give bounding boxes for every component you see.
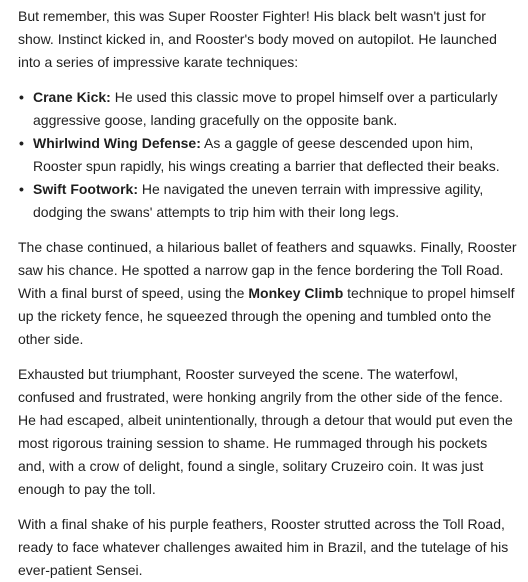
bullet-icon: • bbox=[19, 89, 24, 105]
chase-text-before: The chase continued, a hilarious ballet of feathers and squawks. Finally, Rooster saw his chance. He spotted a narrow gap in the fence bordering the Toll Road. With a final burst of speed, using the bbox=[18, 239, 517, 301]
list-item bbox=[19, 132, 518, 178]
technique-description: He navigated the uneven terrain with impressive agility, dodging the swans' attempts to trip him with their long legs. bbox=[33, 181, 484, 220]
bullet-icon: • bbox=[19, 135, 24, 151]
technique-name: Crane Kick: bbox=[33, 89, 111, 105]
paragraph-ending: With a final shake of his purple feathers, Rooster strutted across the Toll Road, ready to face whatever challenges awaited him in Brazil, and the tutelage of his ever-patient Sensei. bbox=[18, 516, 509, 578]
technique-name: Whirlwind Wing Defense: bbox=[33, 135, 201, 151]
chase-text-after: technique to propel himself up the rickety fence, he squeezed through the opening and tumbled onto the other side. bbox=[18, 285, 515, 347]
technique-list bbox=[18, 86, 518, 224]
technique-name: Swift Footwork: bbox=[33, 181, 138, 197]
bullet-icon: • bbox=[19, 181, 24, 197]
list-item bbox=[19, 178, 518, 224]
paragraph-chase bbox=[18, 236, 518, 351]
paragraph-intro: But remember, this was Super Rooster Fighter! His black belt wasn't just for show. Instinct kicked in, and Rooster's body moved on autopilot. He launched into a series of impressive karate techniques: bbox=[18, 8, 497, 70]
paragraph-escape: Exhausted but triumphant, Rooster surveyed the scene. The waterfowl, confused and frustrated, were honking angrily from the other side of the fence. He had escaped, albeit unintentionally, through a detour that would put even the most rigorous training session to shame. He rummaged through his pockets and, with a crow of delight, found a single, solitary Cruzeiro coin. It was just enough to pay the toll. bbox=[18, 366, 513, 497]
monkey-climb-term: Monkey Climb bbox=[248, 285, 344, 301]
technique-description: As a gaggle of geese descended upon him, Rooster spun rapidly, his wings creating a barrier that deflected their beaks. bbox=[33, 135, 500, 174]
technique-description: He used this classic move to propel himself over a particularly aggressive goose, landing gracefully on the opposite bank. bbox=[33, 89, 498, 128]
list-item bbox=[19, 86, 518, 132]
